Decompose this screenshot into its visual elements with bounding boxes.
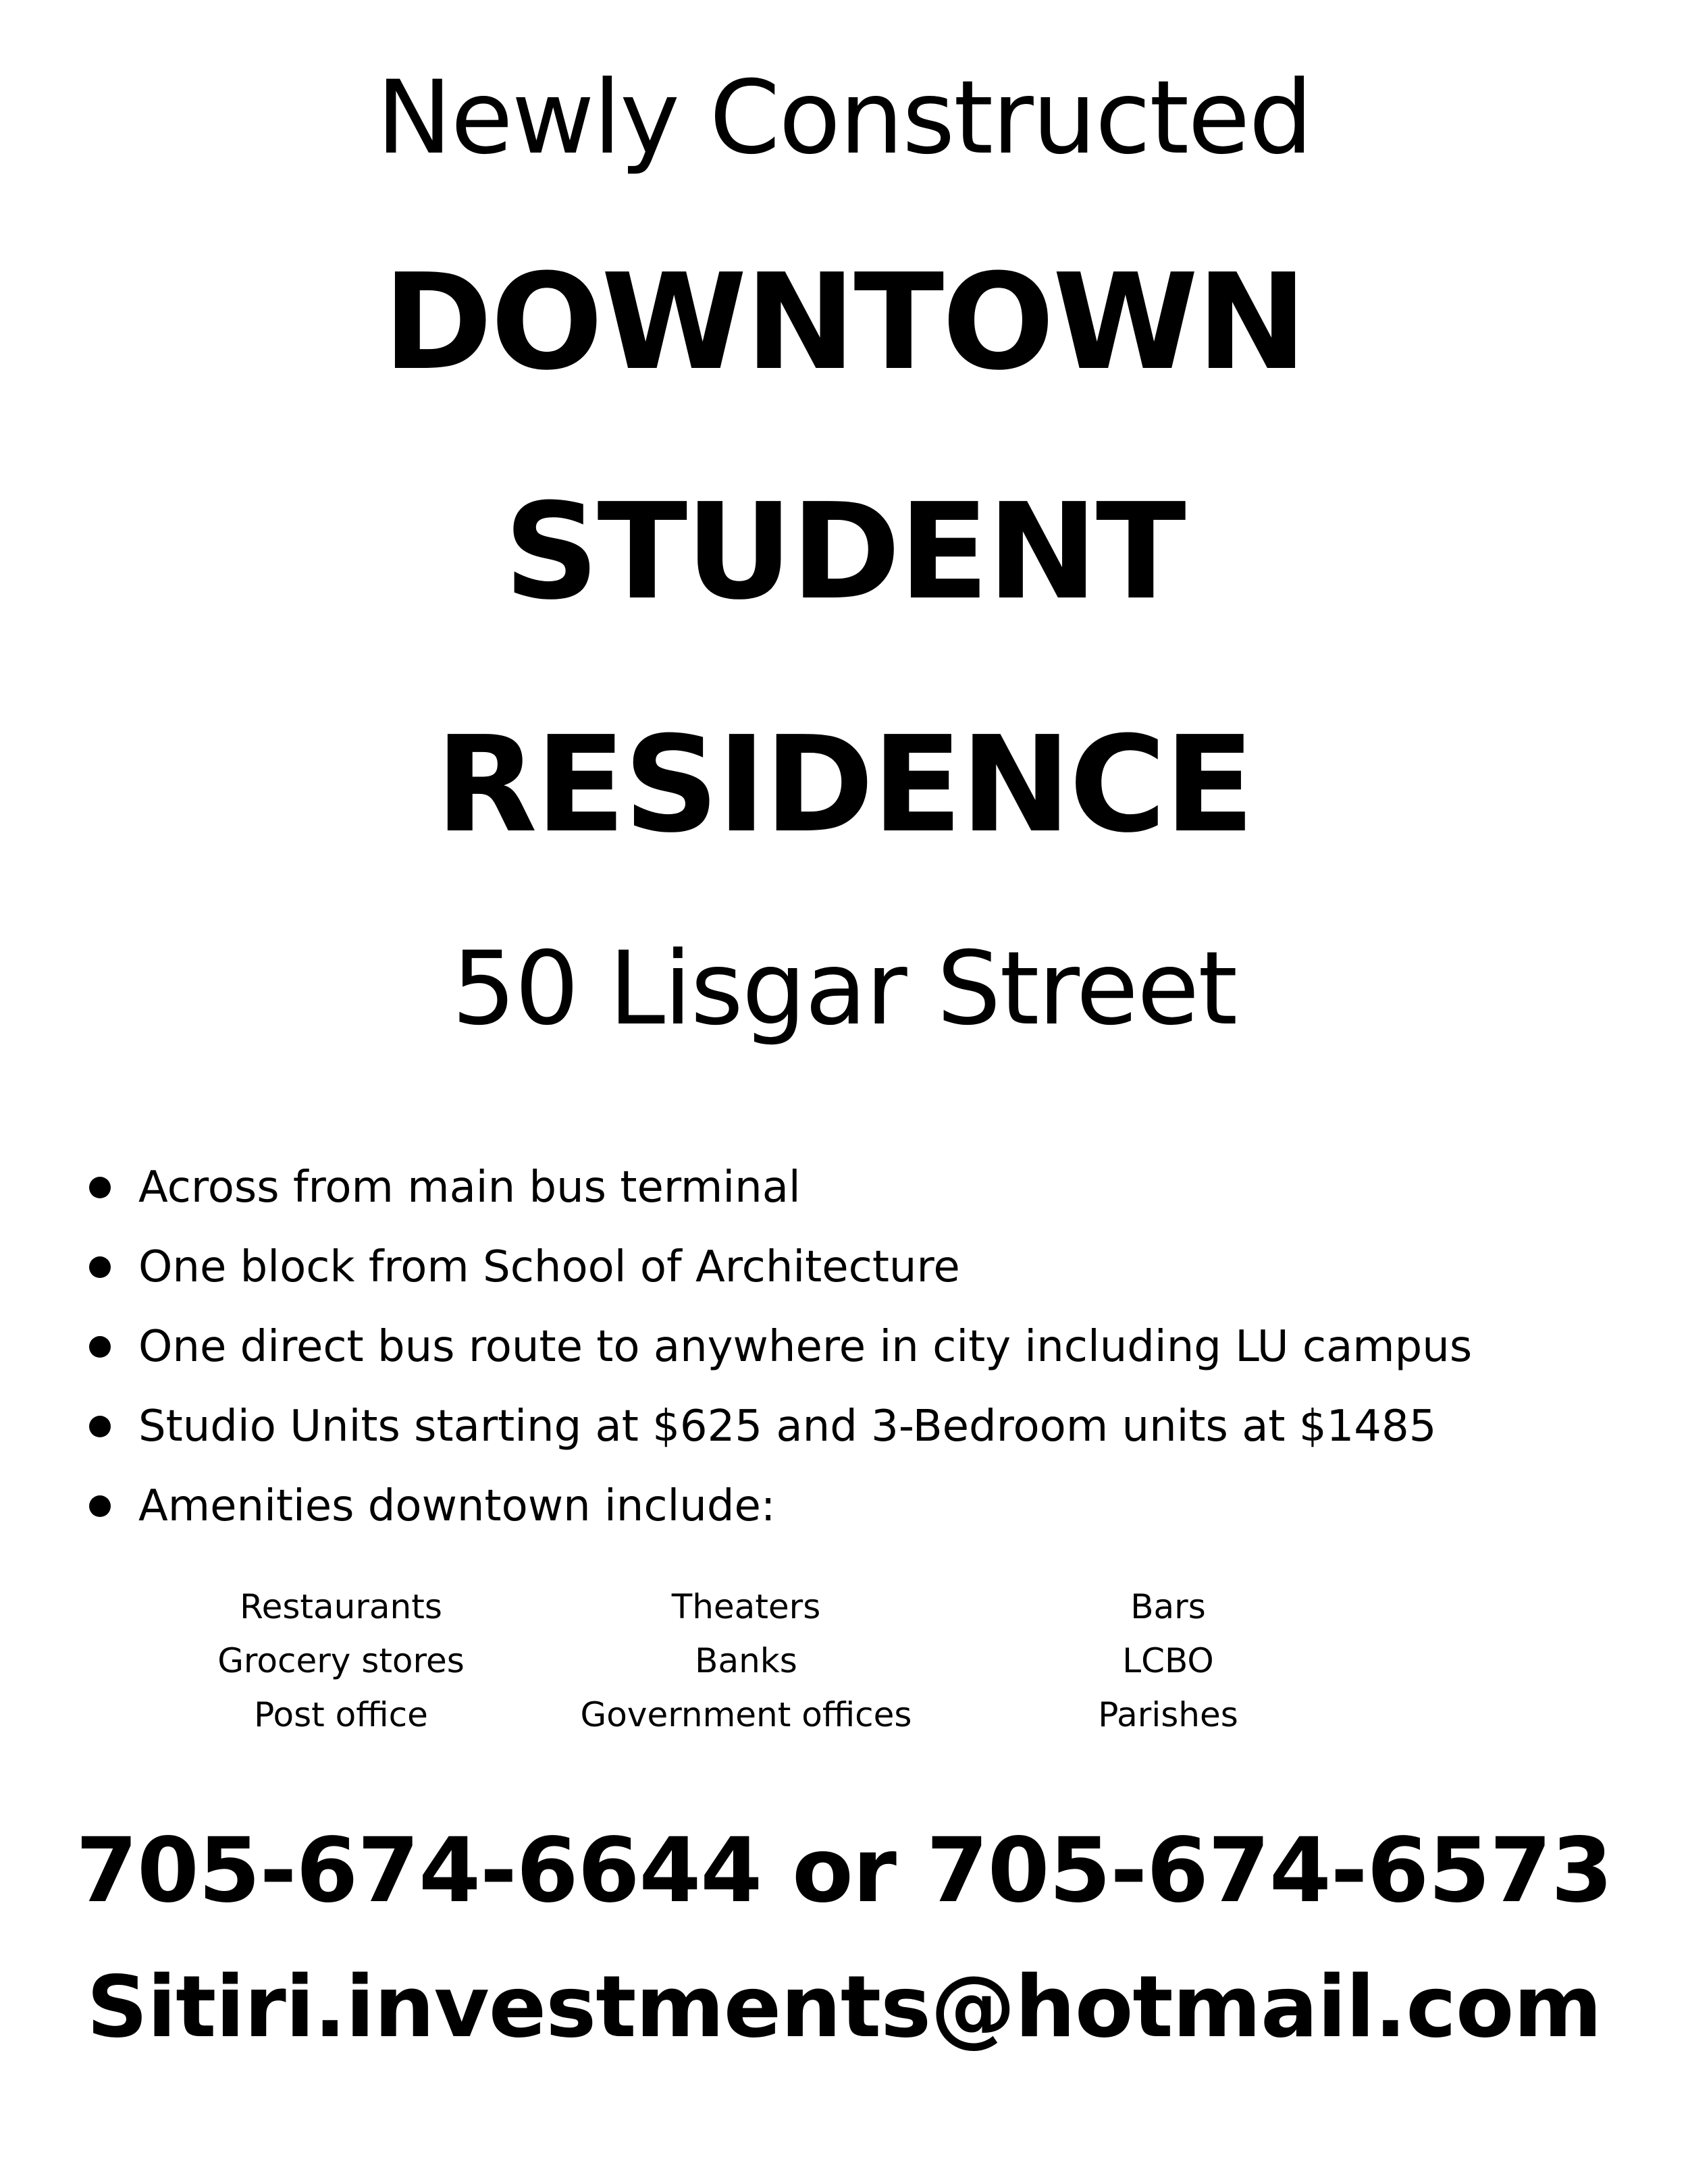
feature-item bbox=[0, 1148, 1688, 1227]
bullet-icon bbox=[89, 1336, 111, 1358]
feature-list bbox=[0, 1148, 1688, 1546]
amenity-item: Post office bbox=[254, 1695, 428, 1734]
amenity-item: Grocery stores bbox=[217, 1641, 465, 1680]
bullet-icon bbox=[89, 1177, 111, 1198]
street-address: 50 Lisgar Street bbox=[451, 930, 1237, 1048]
feature-text: One direct bus route to anywhere in city including LU campus bbox=[138, 1322, 1473, 1372]
amenity-item: Banks bbox=[695, 1641, 797, 1680]
amenities-grid bbox=[0, 1580, 1688, 1755]
amenity-item: LCBO bbox=[1122, 1641, 1214, 1680]
headline-line-2: STUDENT bbox=[504, 475, 1184, 629]
amenity-item: Theaters bbox=[671, 1587, 821, 1626]
contact-phone: 705-674-6644 or 705-674-6573 bbox=[76, 1819, 1612, 1923]
feature-item bbox=[0, 1387, 1688, 1466]
bullet-icon bbox=[89, 1495, 111, 1517]
amenities-column-3 bbox=[898, 1580, 1438, 1742]
contact-email: Sitiri.investments@hotmail.com bbox=[86, 1957, 1602, 2056]
feature-text: Studio Units starting at $625 and 3-Bedroom units at $1485 bbox=[138, 1402, 1437, 1451]
amenity-item: Government offices bbox=[580, 1695, 912, 1734]
feature-item bbox=[0, 1466, 1688, 1546]
bullet-icon bbox=[89, 1416, 111, 1437]
bullet-icon bbox=[89, 1256, 111, 1278]
feature-text: Amenities downtown include: bbox=[138, 1481, 776, 1531]
feature-text: Across from main bus terminal bbox=[138, 1163, 801, 1213]
amenity-item: Parishes bbox=[1098, 1695, 1238, 1734]
headline-line-1: DOWNTOWN bbox=[382, 246, 1306, 400]
headline-line-3: RESIDENCE bbox=[435, 708, 1253, 862]
flyer-subtitle: Newly Constructed bbox=[376, 59, 1312, 177]
amenity-item: Bars bbox=[1130, 1587, 1206, 1626]
amenity-item: Restaurants bbox=[240, 1587, 442, 1626]
feature-text: One block from School of Architecture bbox=[138, 1242, 960, 1292]
feature-item bbox=[0, 1307, 1688, 1387]
feature-item bbox=[0, 1227, 1688, 1307]
